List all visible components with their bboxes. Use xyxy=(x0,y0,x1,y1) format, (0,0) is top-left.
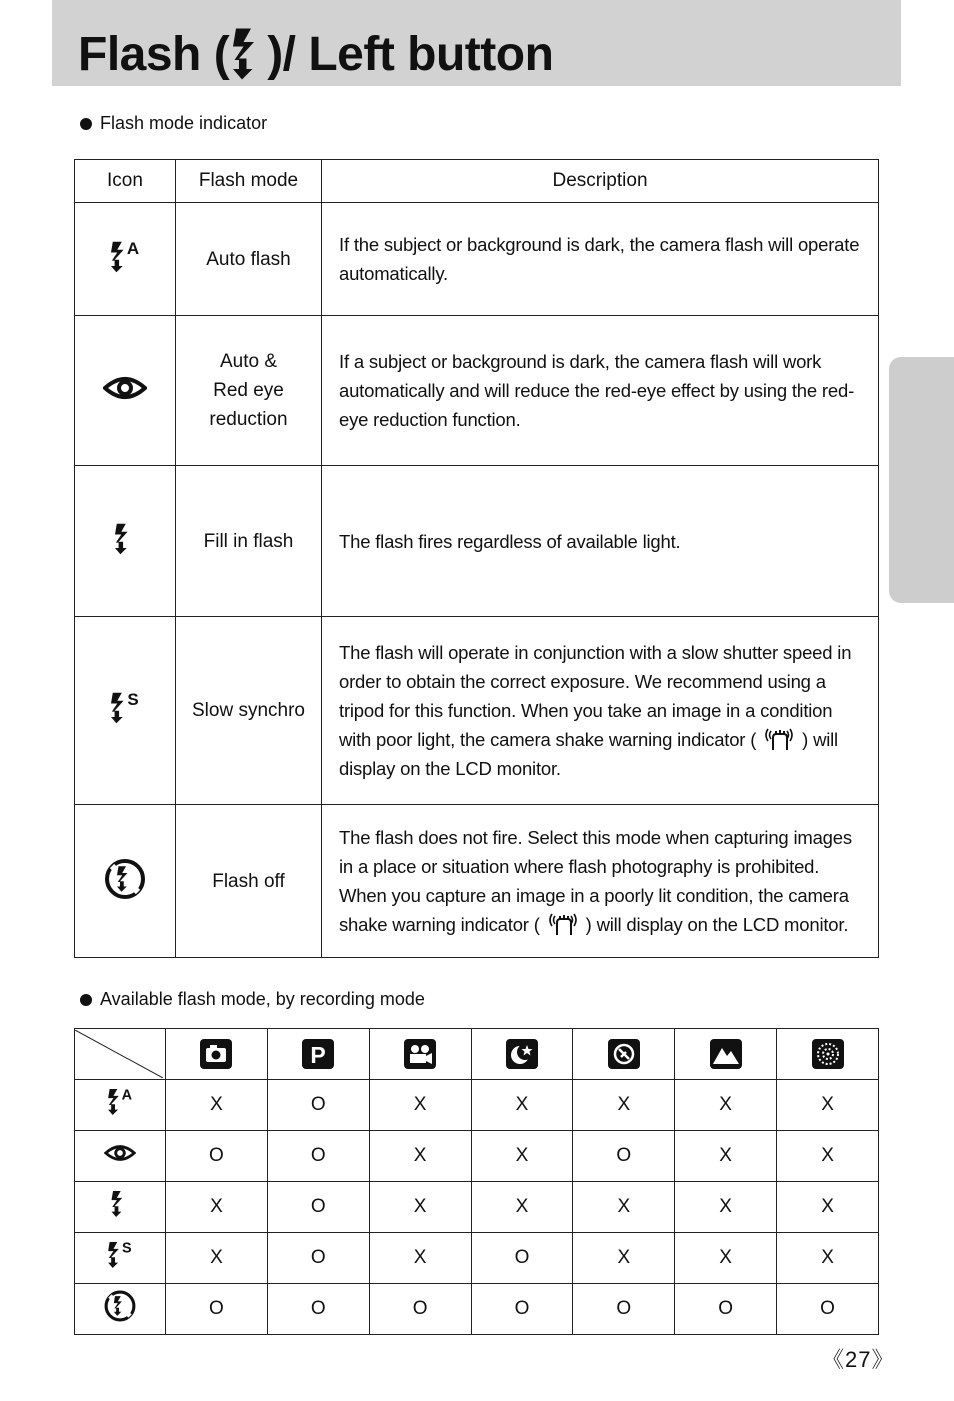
flash-auto-icon xyxy=(103,1085,137,1119)
mode-cell xyxy=(176,316,322,466)
description-text: The flash will operate in conjunction with a slow shutter speed in order to obtain the correct exposure. We recommend using a tripod for this function. When you take an image in a condition with poor light, the camera shake warning indicator ( xyxy=(339,642,852,750)
title-prefix: Flash ( xyxy=(78,28,230,81)
mode-cell: Fill in flash xyxy=(176,466,322,617)
fill-flash-icon xyxy=(105,519,145,559)
camera-shake-warning-icon xyxy=(546,911,580,937)
program-mode-icon xyxy=(301,1038,335,1070)
table-cell: O xyxy=(166,1131,268,1182)
slow-synchro-icon xyxy=(103,1238,137,1272)
fill-flash-icon xyxy=(103,1187,137,1221)
description-text: The flash does not fire. Select this mode when capturing images in a place or situation where flash photography is prohibited. When you capture an image in a poorly lit condition, the camera shake warning indicator ( xyxy=(339,827,852,935)
mode-line: reduction xyxy=(209,409,288,430)
table-cell: X xyxy=(675,1080,777,1131)
table-cell: X xyxy=(369,1182,471,1233)
icon-cell xyxy=(75,203,176,316)
table-row xyxy=(75,1182,879,1233)
table-cell: X xyxy=(777,1080,879,1131)
table-cell: X xyxy=(166,1080,268,1131)
flash-auto-icon xyxy=(105,237,145,277)
icon-cell xyxy=(75,805,176,958)
flash-icon xyxy=(233,28,263,80)
table-cell: X xyxy=(573,1233,675,1284)
table-cell: X xyxy=(777,1233,879,1284)
mode-cell: Slow synchro xyxy=(176,617,322,805)
section-heading xyxy=(80,113,267,134)
table-cell: O xyxy=(573,1284,675,1335)
page-number: 《27》 xyxy=(822,1347,895,1372)
flash-off-icon xyxy=(103,1289,137,1323)
table-cell: X xyxy=(471,1131,573,1182)
description-cell: The flash fires regardless of available light. xyxy=(322,466,879,617)
table-cell: X xyxy=(471,1080,573,1131)
table-cell: X xyxy=(675,1131,777,1182)
row-header xyxy=(75,1233,166,1284)
icon-cell xyxy=(75,466,176,617)
table-cell: X xyxy=(675,1233,777,1284)
column-header: Icon xyxy=(75,160,176,203)
table-row xyxy=(75,316,879,466)
night-scene-icon xyxy=(505,1038,539,1070)
chapter-tab xyxy=(889,357,954,603)
table-cell: O xyxy=(471,1233,573,1284)
red-eye-icon xyxy=(104,1143,136,1163)
table-cell: O xyxy=(166,1284,268,1335)
table-row xyxy=(75,1080,879,1131)
table-cell: X xyxy=(777,1131,879,1182)
svg-text:P: P xyxy=(310,1042,326,1068)
table-header-row xyxy=(75,160,879,203)
table-row xyxy=(75,1131,879,1182)
row-header xyxy=(75,1080,166,1131)
table-row xyxy=(75,1233,879,1284)
section-heading-text: Available flash mode, by recording mode xyxy=(100,989,425,1009)
corner-cell xyxy=(75,1029,166,1080)
table-cell: O xyxy=(777,1284,879,1335)
red-eye-icon xyxy=(103,374,147,402)
table-cell: O xyxy=(267,1233,369,1284)
slow-synchro-icon xyxy=(105,688,145,728)
table-cell: O xyxy=(267,1080,369,1131)
table-cell: O xyxy=(471,1284,573,1335)
table-cell: X xyxy=(166,1233,268,1284)
fireworks-mode-icon xyxy=(811,1038,845,1070)
column-header xyxy=(267,1029,369,1080)
landscape-mode-icon xyxy=(709,1038,743,1070)
table-cell: O xyxy=(369,1284,471,1335)
availability-table xyxy=(74,1028,879,1335)
table-row xyxy=(75,203,879,316)
flash-off-icon xyxy=(103,857,147,901)
bullet-dot xyxy=(80,994,92,1006)
icon-cell xyxy=(75,617,176,805)
table-cell: O xyxy=(267,1284,369,1335)
column-header xyxy=(166,1029,268,1080)
column-header xyxy=(777,1029,879,1080)
table-cell: X xyxy=(471,1182,573,1233)
mode-line: Auto & xyxy=(219,351,278,372)
description-cell: If the subject or background is dark, the camera flash will operate automatically. xyxy=(322,203,879,316)
row-header xyxy=(75,1284,166,1335)
table-row xyxy=(75,617,879,805)
column-header: Description xyxy=(322,160,879,203)
table-cell: O xyxy=(573,1131,675,1182)
description-cell xyxy=(322,805,879,958)
title-bar xyxy=(52,0,901,86)
table-cell: O xyxy=(675,1284,777,1335)
description-text: ) will display on the LCD monitor. xyxy=(339,729,838,779)
description-cell xyxy=(322,617,879,805)
table-cell: X xyxy=(369,1131,471,1182)
table-cell: X xyxy=(369,1080,471,1131)
description-cell: If a subject or background is dark, the camera flash will work automatically and will reduce the red-eye effect by using the red-eye reduction function. xyxy=(322,316,879,466)
section-heading xyxy=(80,989,425,1010)
table-cell: X xyxy=(369,1233,471,1284)
mode-cell: Auto flash xyxy=(176,203,322,316)
table-cell: X xyxy=(675,1182,777,1233)
column-header: Flash mode xyxy=(176,160,322,203)
column-header xyxy=(471,1029,573,1080)
table-cell: X xyxy=(573,1080,675,1131)
auto-mode-icon xyxy=(199,1038,233,1070)
portrait-mode-icon xyxy=(607,1038,641,1070)
diagonal-line xyxy=(75,1030,163,1078)
table-cell: O xyxy=(267,1131,369,1182)
title-suffix: )/ Left button xyxy=(267,28,554,81)
section-heading-text: Flash mode indicator xyxy=(100,113,268,133)
table-cell: X xyxy=(573,1182,675,1233)
table-row xyxy=(75,466,879,617)
column-header xyxy=(573,1029,675,1080)
table-cell: X xyxy=(166,1182,268,1233)
row-header xyxy=(75,1131,166,1182)
movie-mode-icon xyxy=(403,1038,437,1070)
camera-shake-warning-icon xyxy=(762,726,796,752)
mode-line: Red eye xyxy=(213,380,284,401)
bullet-dot xyxy=(80,118,92,130)
table-row xyxy=(75,805,879,958)
column-header xyxy=(675,1029,777,1080)
page-title xyxy=(78,28,553,80)
table-cell: X xyxy=(777,1182,879,1233)
table-cell: O xyxy=(267,1182,369,1233)
table-row xyxy=(75,1284,879,1335)
row-header xyxy=(75,1182,166,1233)
icon-cell xyxy=(75,316,176,466)
column-header xyxy=(369,1029,471,1080)
flash-mode-table xyxy=(74,159,879,958)
mode-cell: Flash off xyxy=(176,805,322,958)
description-text: ) will display on the LCD monitor. xyxy=(585,914,849,935)
table-header-row xyxy=(75,1029,879,1080)
